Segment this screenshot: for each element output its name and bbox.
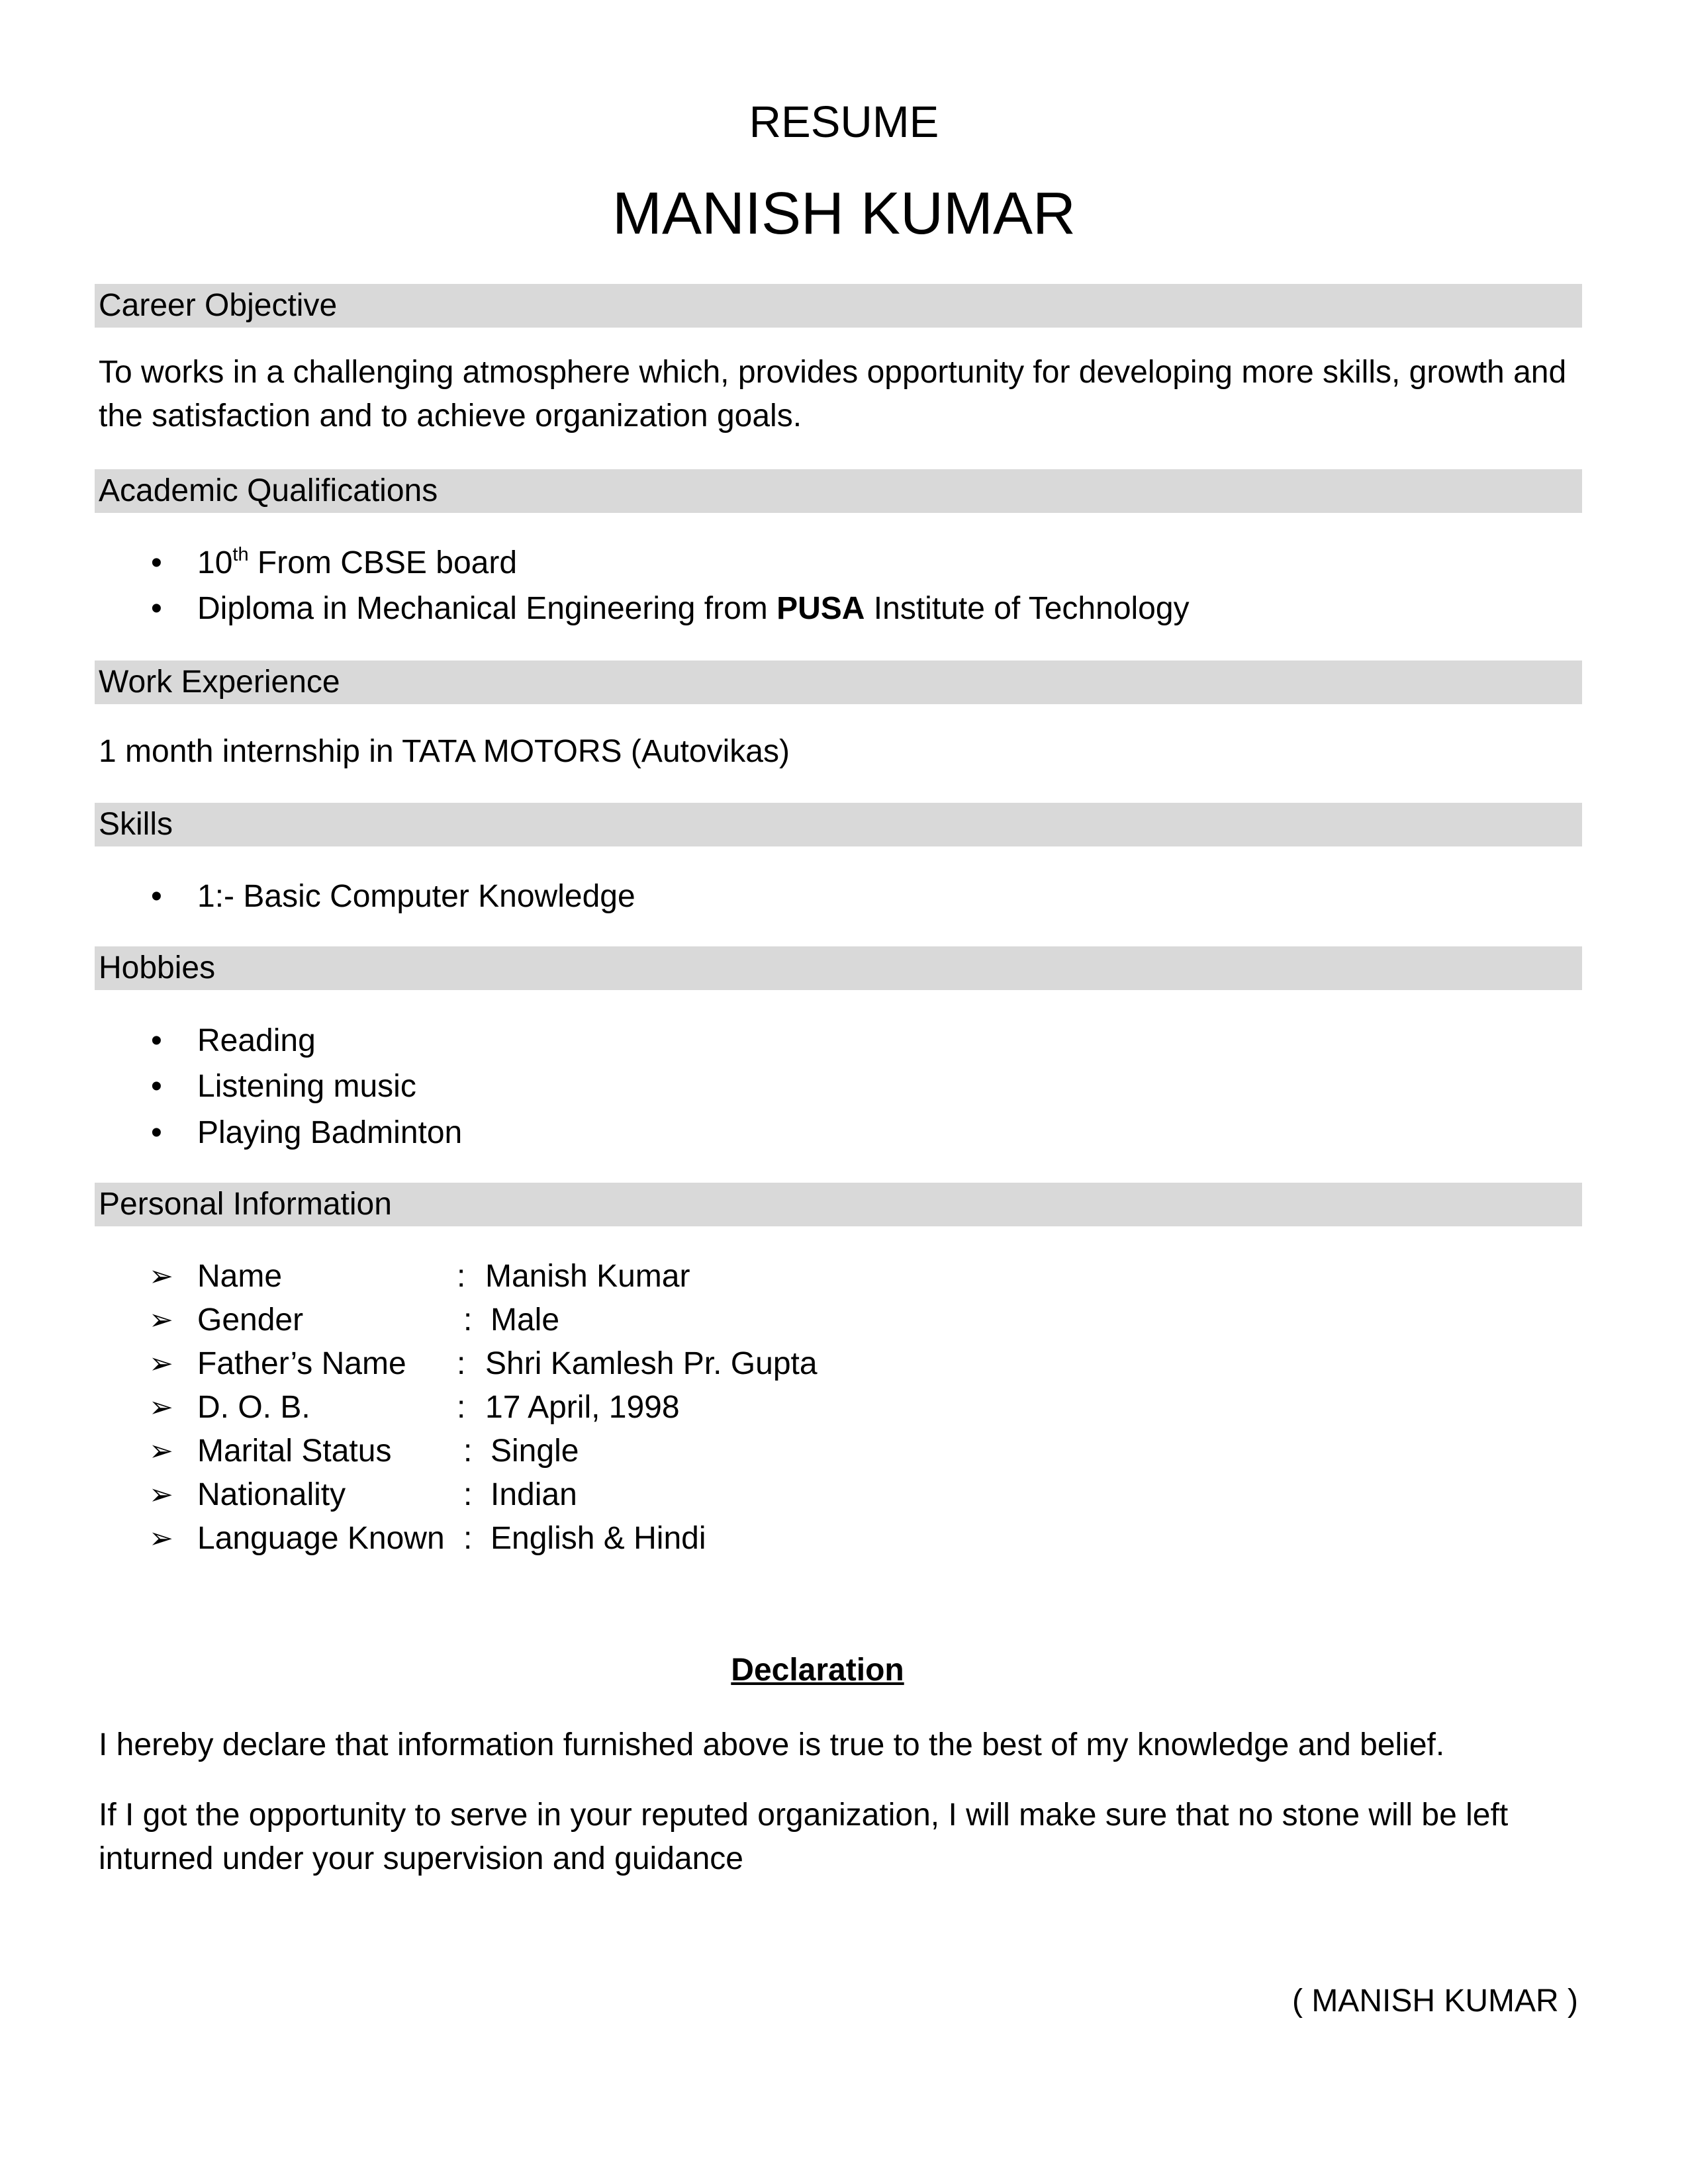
institute-name: PUSA (776, 591, 865, 626)
section-title: Academic Qualifications (99, 473, 438, 508)
personal-info-value: Single (491, 1433, 579, 1469)
personal-info-separator: : (457, 1390, 466, 1425)
section-title: Skills (99, 807, 173, 842)
section-header-work-experience (95, 660, 1582, 704)
academic-item-prefix: 10 (197, 545, 233, 580)
personal-info-label: Language Known (197, 1521, 445, 1556)
arrow-bullet-icon: ➢ (149, 1391, 173, 1424)
academic-item-text-before: Diploma in Mechanical Engineering from (197, 591, 777, 626)
section-header-hobbies (95, 946, 1582, 990)
academic-item-superscript: th (232, 544, 249, 565)
section-header-skills (95, 803, 1582, 846)
hobby-item: Playing Badminton (197, 1115, 463, 1150)
skill-item: 1:- Basic Computer Knowledge (197, 879, 635, 914)
personal-info-label: Gender (197, 1302, 304, 1338)
academic-item-10th (197, 541, 517, 589)
academic-item-diploma (197, 587, 1190, 631)
personal-info-separator: : (463, 1477, 473, 1512)
signature: ( MANISH KUMAR ) (1292, 1983, 1578, 2019)
declaration-paragraph-2: If I got the opportunity to serve in your reputed organization, I will make sure that no stone will be left inturned under your supervision and guidance (99, 1797, 1509, 1876)
section-title: Personal Information (99, 1187, 392, 1222)
bullet-icon: • (151, 591, 162, 626)
section-header-personal-information (95, 1183, 1582, 1226)
personal-info-value: 17 April, 1998 (485, 1390, 680, 1425)
bullet-icon: • (151, 879, 162, 914)
career-objective-text: To works in a challenging atmosphere which, provides opportunity for developing more skills, growth and the satisfaction and to achieve organization goals. (99, 355, 1567, 433)
personal-info-separator: : (463, 1433, 473, 1469)
personal-info-label: Name (197, 1259, 283, 1294)
personal-info-label: Nationality (197, 1477, 346, 1512)
personal-info-separator: : (457, 1346, 466, 1381)
arrow-bullet-icon: ➢ (149, 1347, 173, 1380)
personal-info-value: Shri Kamlesh Pr. Gupta (485, 1346, 818, 1381)
personal-info-label: Marital Status (197, 1433, 392, 1469)
arrow-bullet-icon: ➢ (149, 1304, 173, 1336)
personal-info-value: Male (491, 1302, 560, 1338)
section-title: Hobbies (99, 950, 216, 985)
bullet-icon: • (151, 1069, 162, 1104)
academic-item-text-after: Institute of Technology (873, 591, 1190, 626)
personal-info-label: Father’s Name (197, 1346, 406, 1381)
bullet-icon: • (151, 1023, 162, 1058)
arrow-bullet-icon: ➢ (149, 1260, 173, 1293)
arrow-bullet-icon: ➢ (149, 1435, 173, 1467)
candidate-name: MANISH KUMAR (612, 181, 1076, 247)
declaration-paragraph-1: I hereby declare that information furnished above is true to the best of my knowledge and belief. (99, 1727, 1445, 1762)
personal-info-value: Manish Kumar (485, 1259, 690, 1294)
section-title: Work Experience (99, 664, 340, 700)
bullet-icon: • (151, 545, 162, 580)
personal-info-separator: : (463, 1302, 473, 1338)
arrow-bullet-icon: ➢ (149, 1479, 173, 1511)
hobby-item: Listening music (197, 1069, 416, 1104)
bullet-icon: • (151, 1115, 162, 1150)
academic-item-text: From CBSE board (248, 545, 518, 580)
personal-info-value: Indian (491, 1477, 577, 1512)
document-title: RESUME (749, 97, 939, 147)
personal-info-separator: : (463, 1521, 473, 1556)
personal-info-label: D. O. B. (197, 1390, 310, 1425)
hobby-item: Reading (197, 1023, 316, 1058)
section-header-career-objective (95, 284, 1582, 328)
personal-info-value: English & Hindi (491, 1521, 706, 1556)
section-title: Career Objective (99, 288, 338, 323)
work-experience-text: 1 month internship in TATA MOTORS (Autovikas) (99, 734, 790, 769)
personal-info-separator: : (457, 1259, 466, 1294)
section-header-academic-qualifications (95, 469, 1582, 513)
arrow-bullet-icon: ➢ (149, 1522, 173, 1555)
declaration-heading: Declaration (731, 1653, 904, 1688)
